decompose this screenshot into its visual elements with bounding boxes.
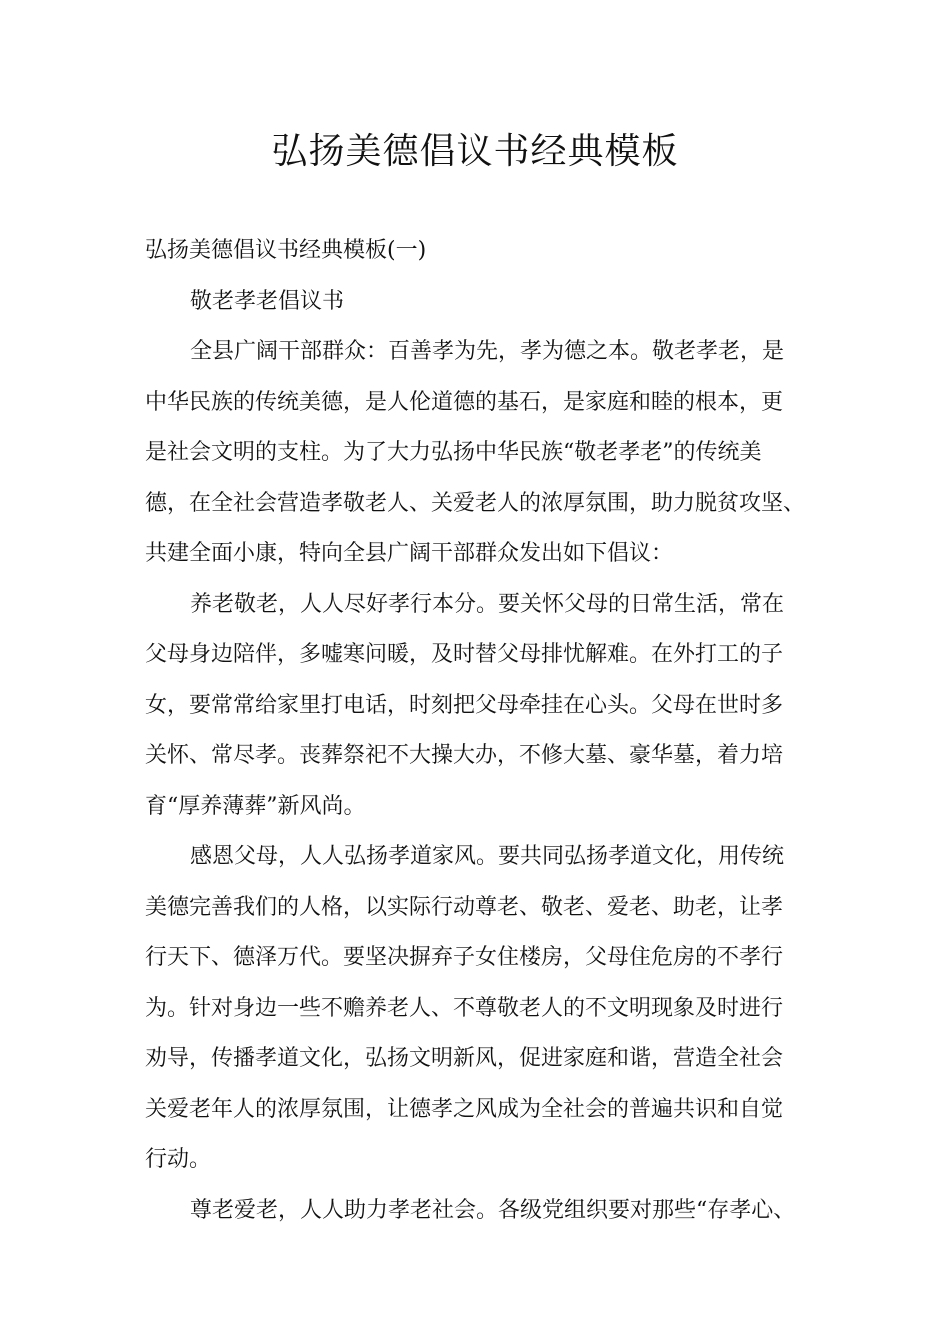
paragraph-line: 关怀、常尽孝。丧葬祭祀不大操大办，不修大墓、豪华墓，着力培 (145, 743, 784, 768)
document-body (145, 226, 835, 1236)
paragraph-line: 劝导，传播孝道文化，弘扬文明新风，促进家庭和谐，营造全社会 (145, 1046, 784, 1071)
paragraph-line: 敬老孝老倡议书 (190, 288, 345, 314)
paragraph-line: 中华民族的传统美德，是人伦道德的基石，是家庭和睦的根本，更 (145, 389, 784, 415)
paragraph-line: 女，要常常给家里打电话，时刻把父母牵挂在心头。父母在世时多 (145, 692, 784, 718)
paragraph-line: 行动。 (145, 1147, 212, 1172)
paragraph-line: 育“厚养薄葬”新风尚。 (145, 793, 366, 819)
paragraph-line: 美德完善我们的人格，以实际行动尊老、敬老、爱老、助老，让孝 (145, 894, 784, 920)
paragraph-line: 是社会文明的支柱。为了大力弘扬中华民族“敬老孝老”的传统美 (145, 440, 762, 465)
paragraph-line: 共建全面小康，特向全县广阔干部群众发出如下倡议： (145, 541, 674, 566)
paragraph-line: 全县广阔干部群众：百善孝为先，孝为德之本。敬老孝老，是 (190, 339, 785, 364)
paragraph-line: 为。针对身边一些不赡养老人、不尊敬老人的不文明现象及时进行 (145, 995, 784, 1021)
document-title: 弘扬美德倡议书经典模板 (271, 131, 679, 172)
paragraph-line: 养老敬老，人人尽好孝行本分。要关怀父母的日常生活，常在 (190, 591, 785, 617)
paragraph-line: 父母身边陪伴，多嘘寒问暖，及时替父母排忧解难。在外打工的子 (145, 642, 784, 667)
paragraph-line: 行天下、德泽万代。要坚决摒弃子女住楼房，父母住危房的不孝行 (145, 945, 784, 970)
paragraph-line: 关爱老年人的浓厚氛围，让德孝之风成为全社会的普遍共识和自觉 (145, 1096, 784, 1122)
paragraph-line: 弘扬美德倡议书经典模板(一) (145, 238, 427, 263)
paragraph-line: 感恩父母，人人弘扬孝道家风。要共同弘扬孝道文化，用传统 (190, 844, 785, 869)
paragraph-line: 德，在全社会营造孝敬老人、关爱老人的浓厚氛围，助力脱贫攻坚、 (145, 490, 806, 516)
paragraph-line: 尊老爱老，人人助力孝老社会。各级党组织要对那些“存孝心、 (190, 1197, 796, 1223)
